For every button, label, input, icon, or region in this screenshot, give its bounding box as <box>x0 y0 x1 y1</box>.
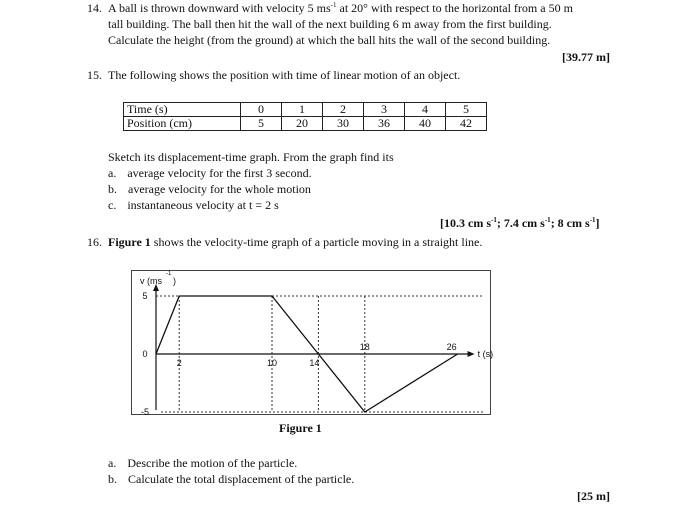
time-tick-label: 14 <box>309 358 320 368</box>
q14-number: 14. <box>87 1 102 15</box>
q15-number: 15. <box>87 68 102 82</box>
q15-answer-a: [10.3 cm s <box>440 216 491 230</box>
velocity-axis-label-exponent: -1 <box>166 271 172 277</box>
q15-instruction: Sketch its displacement-time graph. From the graph find its <box>108 150 394 164</box>
q14-line1-exponent: -1 <box>330 1 337 9</box>
figure-caption: Figure 1 <box>279 421 322 435</box>
q16-part-a-text: Describe the motion of the particle. <box>127 456 298 470</box>
q15-part-b-letter: b. <box>108 182 117 196</box>
velocity-tick-label: -5 <box>140 407 150 417</box>
q16-part-a-letter: a. <box>108 456 117 470</box>
table-cell: 20 <box>282 117 323 131</box>
q15-answer-c: ; 8 cm s <box>550 216 590 230</box>
table-cell: 5 <box>241 117 282 131</box>
q14-line1-b: at 20° with respect to the horizontal from a 50 m <box>336 1 573 15</box>
q16-answer: [25 m] <box>577 489 610 503</box>
velocity-tick-label: 5 <box>142 291 148 301</box>
table-row-time <box>124 103 487 117</box>
table-cell: 36 <box>364 117 405 131</box>
q15-part-b <box>108 182 311 197</box>
table-cell: 4 <box>405 103 446 117</box>
table-cell: 30 <box>323 117 364 131</box>
table-header-time: Time (s) <box>124 103 241 117</box>
q15-answer-b: ; 7.4 cm s <box>496 216 545 230</box>
table-cell: 3 <box>364 103 405 117</box>
table-cell: 40 <box>405 117 446 131</box>
time-axis-arrow-icon <box>468 351 475 357</box>
q14-line2: tall building. The ball then hit the wall of the next building 6 m away from the first building. <box>108 17 552 31</box>
q15-part-a <box>108 166 312 181</box>
q15-intro: The following shows the position with time of linear motion of an object. <box>108 68 461 82</box>
table-row-position <box>124 117 487 131</box>
time-axis-label: t (s) <box>477 349 494 359</box>
q14-answer: [39.77 m] <box>562 50 610 64</box>
figure-1-frame <box>131 270 494 417</box>
table-cell: 1 <box>282 103 323 117</box>
q15-part-b-text: average velocity for the whole motion <box>128 182 311 196</box>
q16-lead-text: shows the velocity-time graph of a particle moving in a straight line. <box>150 235 483 249</box>
q15-part-c-letter: c. <box>108 198 117 212</box>
position-time-table <box>123 102 487 131</box>
q14-line1 <box>108 1 573 16</box>
q15-part-c-text: instantaneous velocity at t = 2 s <box>127 198 279 212</box>
q16-part-b-text: Calculate the total displacement of the particle. <box>128 472 355 486</box>
time-tick-label: 2 <box>176 358 182 368</box>
table-cell: 42 <box>446 117 487 131</box>
velocity-time-graph <box>132 271 494 417</box>
q15-answer-exp-c: -1 <box>589 216 596 224</box>
table-cell: 0 <box>241 103 282 117</box>
q14-line1-a: A ball is thrown downward with velocity 5 ms <box>108 1 331 15</box>
q16-part-b-letter: b. <box>108 472 117 486</box>
q15-answer <box>440 216 600 231</box>
velocity-axis-label: v (ms <box>140 276 162 286</box>
q14-line3: Calculate the height (from the ground) at which the ball hits the wall of the second building. <box>108 33 551 47</box>
q15-answer-exp-a: -1 <box>491 216 497 224</box>
q16-number: 16. <box>87 235 102 249</box>
table-cell: 2 <box>323 103 364 117</box>
time-tick-label: 26 <box>446 342 457 352</box>
q16-part-b <box>108 472 354 487</box>
q15-answer-exp-b: -1 <box>544 216 551 224</box>
q15-part-a-text: average velocity for the first 3 second. <box>127 166 312 180</box>
velocity-tick-label: 0 <box>142 349 148 359</box>
table-header-position: Position (cm) <box>124 117 241 131</box>
q15-answer-end: ] <box>595 216 600 230</box>
q16-figure-reference: Figure 1 <box>108 235 151 249</box>
time-tick-label: 10 <box>266 358 278 368</box>
q15-part-a-letter: a. <box>108 166 117 180</box>
q16-part-a <box>108 456 297 471</box>
q16-lead <box>108 235 482 250</box>
velocity-axis-label-close: ) <box>173 276 176 286</box>
table-cell: 5 <box>446 103 487 117</box>
time-tick-label: 18 <box>359 342 370 352</box>
q15-part-c <box>108 198 279 213</box>
